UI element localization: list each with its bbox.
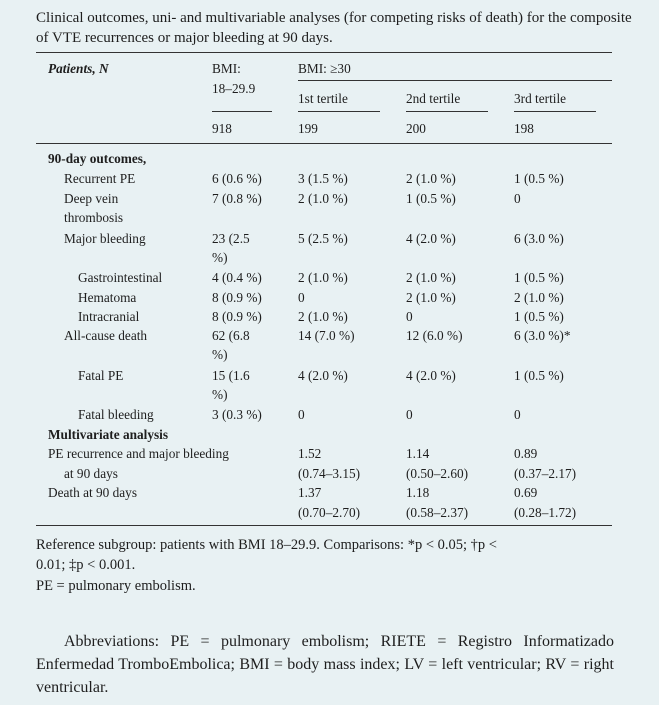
cell-cont: %): [212, 387, 228, 402]
footnote-3: PE = pulmonary embolism.: [36, 578, 196, 594]
cell: 1.14: [406, 446, 430, 461]
cell: 6 (3.0 %)*: [514, 328, 571, 343]
cell-cont: (0.37–2.17): [514, 466, 577, 481]
row-label: Death at 90 days: [48, 485, 137, 500]
cell: 3 (0.3 %): [212, 407, 262, 422]
n-tertile-3: 198: [514, 121, 534, 136]
cell-cont: (0.28–1.72): [514, 505, 577, 520]
header-tertile-1: 1st tertile: [298, 91, 348, 106]
cell: 3 (1.5 %): [298, 171, 348, 186]
cell: 15 (1.6: [212, 368, 250, 383]
n-tertile-1: 199: [298, 121, 318, 136]
header-tertile-2: 2nd tertile: [406, 91, 461, 106]
cell: 12 (6.0 %): [406, 328, 463, 343]
cell: 0: [514, 407, 521, 422]
section-90day: 90-day outcomes,: [48, 151, 147, 166]
section-multivariate: Multivariate analysis: [48, 427, 169, 442]
abbreviations: Abbreviations: PE = pulmonary embolism; RIETE = Registro Informatizado Enfermedad TromboEmbolica; BMI = body mass index; LV = left ventricular; RV = right ventricular.: [36, 633, 614, 696]
cell: 2 (1.0 %): [406, 171, 456, 186]
cell: 23 (2.5: [212, 231, 250, 246]
cell: 5 (2.5 %): [298, 231, 348, 246]
header-rule: [36, 143, 612, 144]
cell: 4 (0.4 %): [212, 270, 262, 285]
cell: 1 (0.5 %): [514, 270, 564, 285]
cell-cont: (0.50–2.60): [406, 466, 469, 481]
cell: 0: [514, 191, 521, 206]
obese-span-rule: [298, 80, 612, 81]
cell-cont: (0.58–2.37): [406, 505, 469, 520]
header-bmi-normal: BMI:: [212, 61, 241, 76]
col-rule-1: [212, 111, 272, 112]
cell: 1.18: [406, 485, 430, 500]
row-label: Deep vein: [64, 191, 119, 206]
cell: 2 (1.0 %): [514, 290, 564, 305]
row-label-cont: thrombosis: [64, 210, 124, 225]
row-label: Fatal bleeding: [78, 407, 154, 422]
row-label: Fatal PE: [78, 368, 124, 383]
cell: 2 (1.0 %): [298, 309, 348, 324]
cell: 2 (1.0 %): [298, 270, 348, 285]
cell: 6 (0.6 %): [212, 171, 262, 186]
col-rule-2: [298, 111, 380, 112]
n-normal: 918: [212, 121, 232, 136]
cell: 0: [298, 407, 305, 422]
cell: 6 (3.0 %): [514, 231, 564, 246]
col-rule-4: [514, 111, 596, 112]
row-label: All-cause death: [64, 328, 148, 343]
cell: 4 (2.0 %): [406, 231, 456, 246]
col-rule-3: [406, 111, 488, 112]
cell-cont: (0.74–3.15): [298, 466, 361, 481]
cell: 8 (0.9 %): [212, 290, 262, 305]
row-label: Intracranial: [78, 309, 140, 324]
footnote-1: Reference subgroup: patients with BMI 18–29.9. Comparisons: *p < 0.05; †p <: [36, 537, 497, 553]
cell: 1 (0.5 %): [514, 171, 564, 186]
n-tertile-2: 200: [406, 121, 426, 136]
row-label: Hematoma: [78, 290, 137, 305]
cell: 0.69: [514, 485, 538, 500]
cell: 0: [406, 309, 413, 324]
cell: 1.37: [298, 485, 322, 500]
cell-cont: %): [212, 250, 228, 265]
cell: 0.89: [514, 446, 538, 461]
row-label-cont: at 90 days: [64, 466, 118, 481]
row-label: Recurrent PE: [64, 171, 136, 186]
row-label: Gastrointestinal: [78, 270, 163, 285]
row-label: PE recurrence and major bleeding: [48, 446, 229, 461]
cell: 0: [406, 407, 413, 422]
bottom-rule: [36, 525, 612, 526]
cell: 62 (6.8: [212, 328, 250, 343]
header-bmi-obese: BMI: ≥30: [298, 61, 351, 76]
cell: 1 (0.5 %): [514, 368, 564, 383]
cell: 0: [298, 290, 305, 305]
cell: 2 (1.0 %): [406, 270, 456, 285]
cell: 1 (0.5 %): [514, 309, 564, 324]
cell: 2 (1.0 %): [298, 191, 348, 206]
cell-cont: (0.70–2.70): [298, 505, 361, 520]
cell: 7 (0.8 %): [212, 191, 262, 206]
cell: 4 (2.0 %): [406, 368, 456, 383]
top-rule: [36, 52, 612, 53]
cell: 14 (7.0 %): [298, 328, 355, 343]
header-tertile-3: 3rd tertile: [514, 91, 567, 106]
cell: 2 (1.0 %): [406, 290, 456, 305]
cell: 4 (2.0 %): [298, 368, 348, 383]
cell: 1 (0.5 %): [406, 191, 456, 206]
row-label: Major bleeding: [64, 231, 146, 246]
header-bmi-normal-range: 18–29.9: [212, 81, 256, 96]
cell: 8 (0.9 %): [212, 309, 262, 324]
cell-cont: %): [212, 347, 228, 362]
table-caption: Clinical outcomes, uni- and multivariable analyses (for competing risks of death) for the composite of VTE recurrences or major bleeding at 90 days.: [36, 10, 632, 46]
header-patients: Patients, N: [48, 61, 109, 76]
footnote-2: 0.01; ‡p < 0.001.: [36, 557, 136, 573]
cell: 1.52: [298, 446, 322, 461]
